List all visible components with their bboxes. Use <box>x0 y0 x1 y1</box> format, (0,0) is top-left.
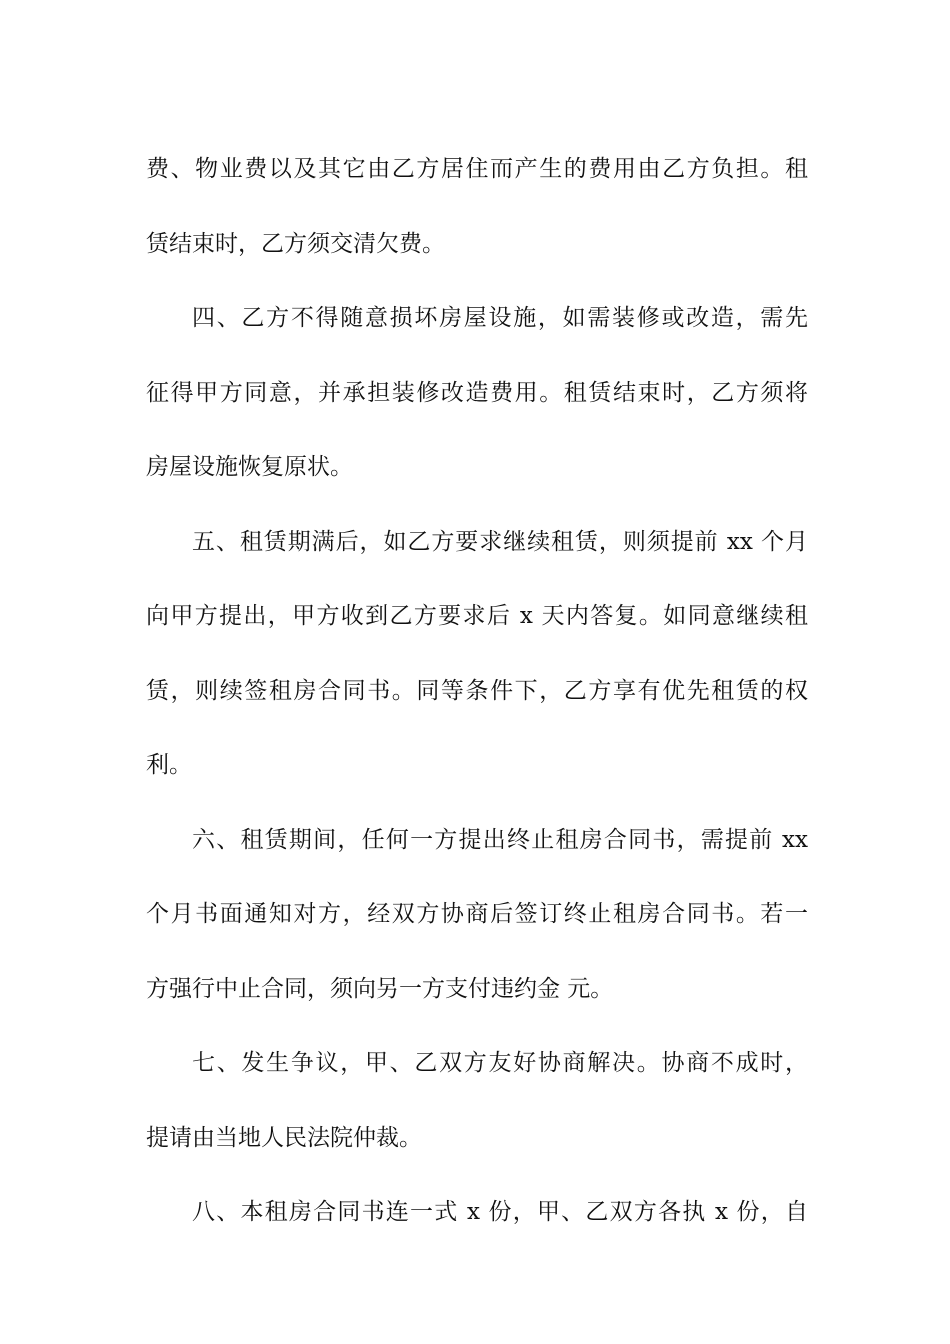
document-body <box>146 132 808 1250</box>
clause-5-line-3: 赁，则续签租房合同书。同等条件下，乙方享有优先租赁的权 <box>146 677 808 704</box>
clause-6-line-1: 六、租赁期间，任何一方提出终止租房合同书，需提前 xx <box>192 826 808 853</box>
clause-5-line-4: 利。 <box>146 752 192 778</box>
clause-4-line-3: 房屋设施恢复原状。 <box>146 454 353 480</box>
clause-7-line-2: 提请由当地人民法院仲裁。 <box>146 1124 422 1151</box>
clause-5-line-1: 五、租赁期满后，如乙方要求继续租赁，则须提前 xx 个月 <box>192 528 808 555</box>
clause-6-line-3: 方强行中止合同，须向另一方支付违约金 元。 <box>146 975 614 1002</box>
clause-4-line-1: 四、乙方不得随意损坏房屋设施，如需装修或改造，需先 <box>192 305 808 331</box>
clause-8-line-1: 八、本租房合同书连一式 x 份，甲、乙双方各执 x 份，自 <box>192 1199 808 1225</box>
clause-7-line-1: 七、发生争议，甲、乙双方友好协商解决。协商不成时， <box>192 1050 808 1076</box>
clause-6-line-2: 个月书面通知对方，经双方协商后签订终止租房合同书。若一 <box>146 901 808 927</box>
clause-4-line-2: 征得甲方同意，并承担装修改造费用。租赁结束时，乙方须将 <box>146 379 808 406</box>
paragraph-3-line-1: 费、物业费以及其它由乙方居住而产生的费用由乙方负担。租 <box>146 156 808 182</box>
clause-5-line-2: 向甲方提出，甲方收到乙方要求后 x 天内答复。如同意继续租 <box>146 603 808 629</box>
paragraph-3-line-2: 赁结束时，乙方须交清欠费。 <box>146 230 445 257</box>
